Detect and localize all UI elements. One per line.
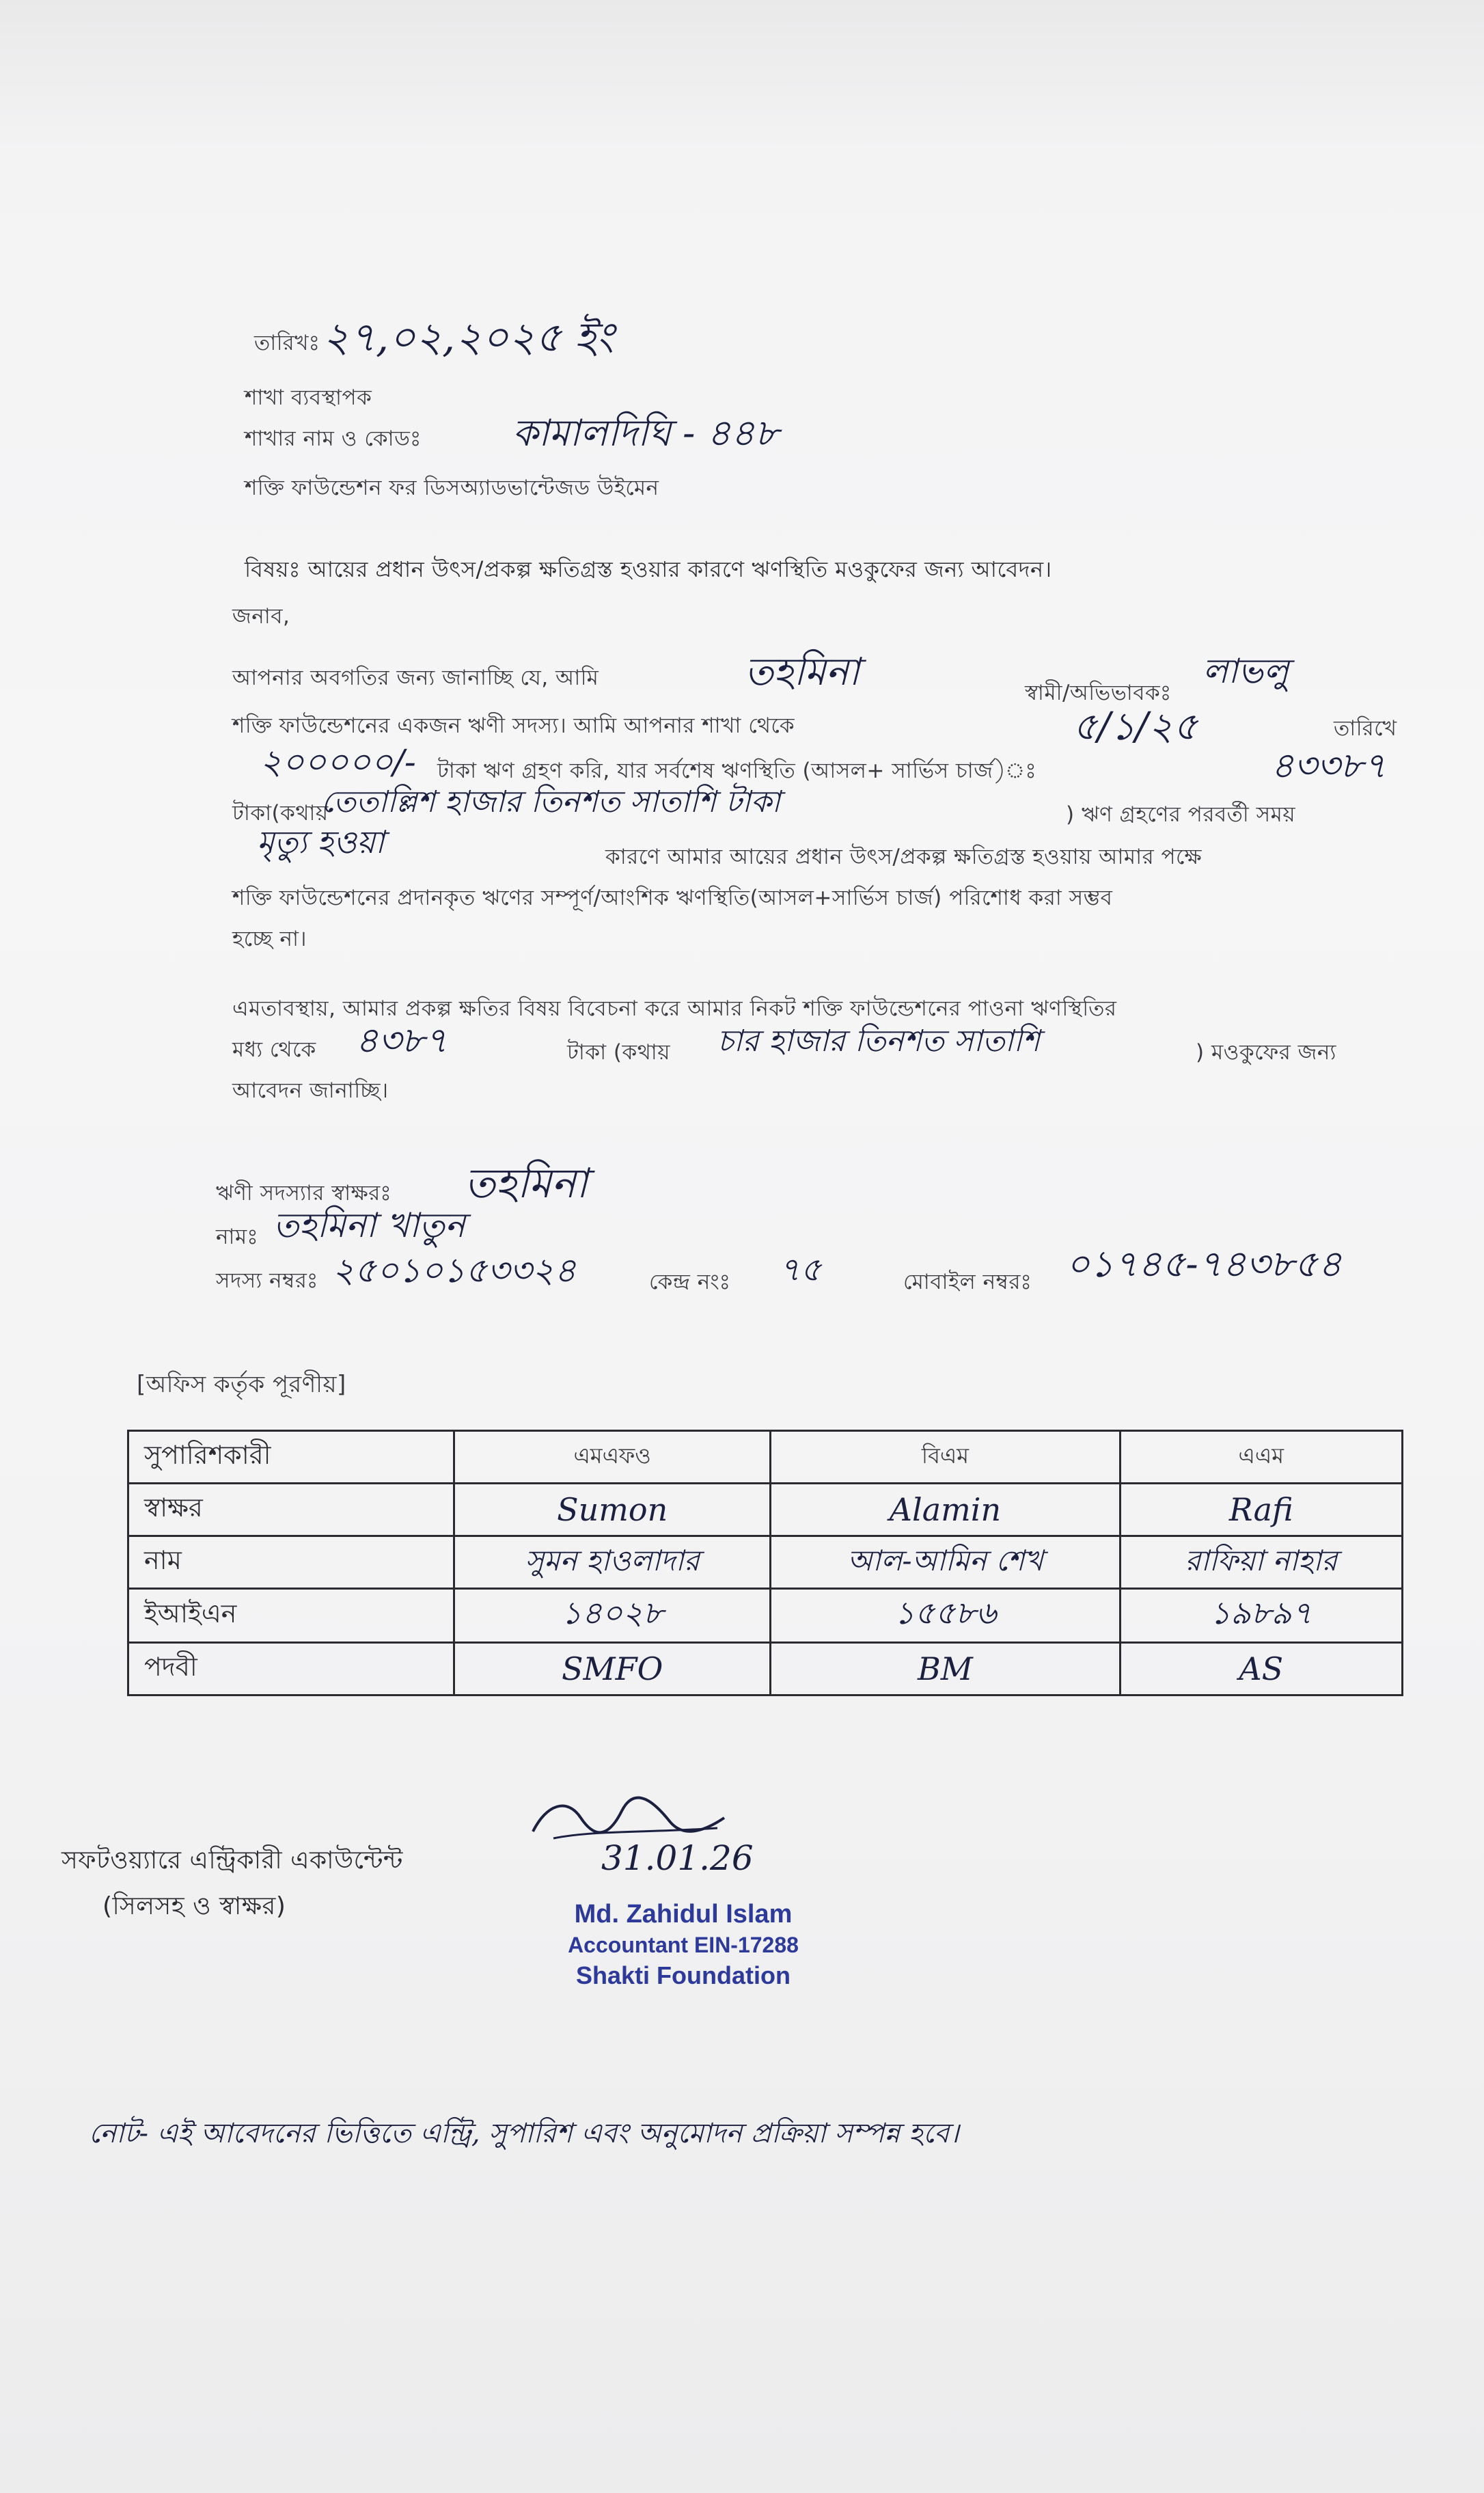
stamp-name: Md. Zahidul Islam xyxy=(574,1900,793,1929)
para2-text-e: আবেদন জানাচ্ছি। xyxy=(232,1078,389,1103)
para2-text-c: টাকা (কথায় xyxy=(567,1040,671,1065)
row-label: স্বাক্ষর xyxy=(128,1484,454,1536)
table-cell: AS xyxy=(1120,1643,1402,1695)
member-id-label: সদস্য নম্বরঃ xyxy=(216,1268,318,1293)
date-value: ২৭,০২,২০২৫ ইং xyxy=(322,314,614,362)
table-cell: SMFO xyxy=(454,1643,771,1695)
table-row xyxy=(128,1643,1403,1695)
table-cell: BM xyxy=(771,1643,1120,1695)
branch-label: শাখার নাম ও কোডঃ xyxy=(245,426,422,451)
para1-text-a: আপনার অবগতির জন্য জানাচ্ছি যে, আমি xyxy=(232,666,599,690)
center-label: কেন্দ্র নংঃ xyxy=(649,1270,731,1294)
applicant-name: তহমিনা xyxy=(745,650,860,694)
salutation: জনাব, xyxy=(232,604,290,629)
member-name: তহমিনা খাতুন xyxy=(273,1205,465,1245)
table-header-cell: বিএম xyxy=(771,1431,1120,1484)
to-label: শাখা ব্যবস্থাপক xyxy=(245,385,372,410)
branch-value: কামালদিঘি - ৪৪৮ xyxy=(512,411,779,454)
subject: বিষয়ঃ আয়ের প্রধান উৎস/প্রকল্প ক্ষতিগ্রস্ত হওয়ার কারণে ঋণস্থিতি মওকুফের জন্য আবেদন। xyxy=(245,556,1052,582)
table-row xyxy=(128,1484,1403,1536)
table-cell: Rafi xyxy=(1120,1484,1402,1536)
para2-text-a: এমতাবস্থায়, আমার প্রকল্প ক্ষতির বিষয় বিবেচনা করে আমার নিকট শক্তি ফাউন্ডেশনের পাওনা ঋণস্থিতির xyxy=(232,996,1117,1021)
loan-date: ৫/১/২৫ xyxy=(1073,705,1198,749)
para1-text-e: টাকা ঋণ গ্রহণ করি, যার সর্বশেষ ঋণস্থিতি (আসল+ সার্ভিস চার্জ)ঃ xyxy=(437,759,1037,783)
accountant-sig-date: 31.01.26 xyxy=(601,1838,754,1878)
member-id: ২৫০১০১৫৩৩২৪ xyxy=(332,1251,577,1290)
para1-text-c: শক্তি ফাউন্ডেশনের একজন ঋণী সদস্য। আমি আপনার শাখা থেকে xyxy=(232,713,795,738)
para1-text-b: স্বামী/অভিভাবকঃ xyxy=(1025,681,1172,705)
table-row xyxy=(128,1536,1403,1589)
para1-text-g: ) ঋণ গ্রহণের পরবর্তী সময় xyxy=(1066,802,1296,827)
member-name-label: নামঃ xyxy=(216,1225,259,1249)
table-cell: Sumon xyxy=(454,1484,771,1536)
para2-text-d: ) মওকুফের জন্য xyxy=(1196,1040,1336,1065)
recommendation-table xyxy=(127,1430,1403,1696)
row-label: পদবী xyxy=(128,1643,454,1695)
para1-text-i: শক্তি ফাউন্ডেশনের প্রদানকৃত ঋণের সম্পূর্ণ/আংশিক ঋণস্থিতি(আসল+সার্ভিস চার্জ) পরিশোধ করা সম্ভব xyxy=(232,886,1113,910)
table-header-cell: এমএফও xyxy=(454,1431,771,1484)
para2-text-b: মধ্য থেকে xyxy=(232,1037,316,1062)
center-number: ৭৫ xyxy=(779,1251,822,1289)
mobile-label: মোবাইল নম্বরঃ xyxy=(903,1270,1032,1294)
para1-text-j: হচ্ছে না। xyxy=(232,927,307,951)
row-label: ইআইএন xyxy=(128,1589,454,1643)
mobile-number: ০১৭৪৫-৭৪৩৮৫৪ xyxy=(1066,1242,1342,1285)
waiver-amount-words: চার হাজার তিনশত সাতাশি xyxy=(717,1024,1041,1059)
balance-in-words: তেতাল্লিশ হাজার তিনশত সাতাশি টাকা xyxy=(321,785,781,819)
guardian-name: লাভলু xyxy=(1203,651,1289,691)
date-label: তারিখঃ xyxy=(254,331,320,355)
table-cell: আল-আমিন শেখ xyxy=(771,1536,1120,1589)
balance-value: ৪৩৩৮৭ xyxy=(1271,746,1386,787)
table-cell: রাফিয়া নাহার xyxy=(1120,1536,1402,1589)
para1-text-h: কারণে আমার আয়ের প্রধান উৎস/প্রকল্প ক্ষতিগ্রস্ত হওয়ায় আমার পক্ষে xyxy=(605,845,1203,869)
waiver-amount: ৪৩৮৭ xyxy=(355,1020,448,1061)
office-title: [অফিস কর্তৃক পূরণীয়] xyxy=(137,1371,346,1398)
loan-amount: ২০০০০০/- xyxy=(260,742,416,782)
damage-reason: মৃত্যু হওয়া xyxy=(257,823,385,860)
member-signature: তহমিনা xyxy=(465,1160,588,1208)
table-cell: Alamin xyxy=(771,1484,1120,1536)
table-cell: ১৯৮৯৭ xyxy=(1120,1589,1402,1643)
para1-text-d: তারিখে xyxy=(1334,716,1397,741)
stamp-org: Shakti Foundation xyxy=(576,1961,791,1989)
accountant-label: সফটওয়্যারে এন্ট্রিকারী একাউন্টেন্ট xyxy=(61,1847,403,1875)
table-cell: সুমন হাওলাদার xyxy=(454,1536,771,1589)
org-line: শক্তি ফাউন্ডেশন ফর ডিসঅ্যাডভান্টেজড উইমেন xyxy=(245,476,659,500)
table-header-cell: এএম xyxy=(1120,1431,1402,1484)
table-cell: ১৫৫৮৬ xyxy=(771,1589,1120,1643)
accountant-sub-label: (সিলসহ ও স্বাক্ষর) xyxy=(102,1892,286,1920)
member-signature-label: ঋণী সদস্যার স্বাক্ষরঃ xyxy=(216,1181,392,1205)
para1-text-f: টাকা(কথায় xyxy=(232,801,329,826)
table-cell: ১৪০২৮ xyxy=(454,1589,771,1643)
stamp-title: Accountant EIN-17288 xyxy=(568,1933,799,1957)
table-header-row xyxy=(128,1431,1403,1484)
table-header-cell: সুপারিশকারী xyxy=(128,1431,454,1484)
table-row xyxy=(128,1589,1403,1643)
row-label: নাম xyxy=(128,1536,454,1589)
note: নোট- এই আবেদনের ভিত্তিতে এন্ট্রি, সুপারিশ এবং অনুমোদন প্রক্রিয়া সম্পন্ন হবে। xyxy=(89,2118,959,2149)
